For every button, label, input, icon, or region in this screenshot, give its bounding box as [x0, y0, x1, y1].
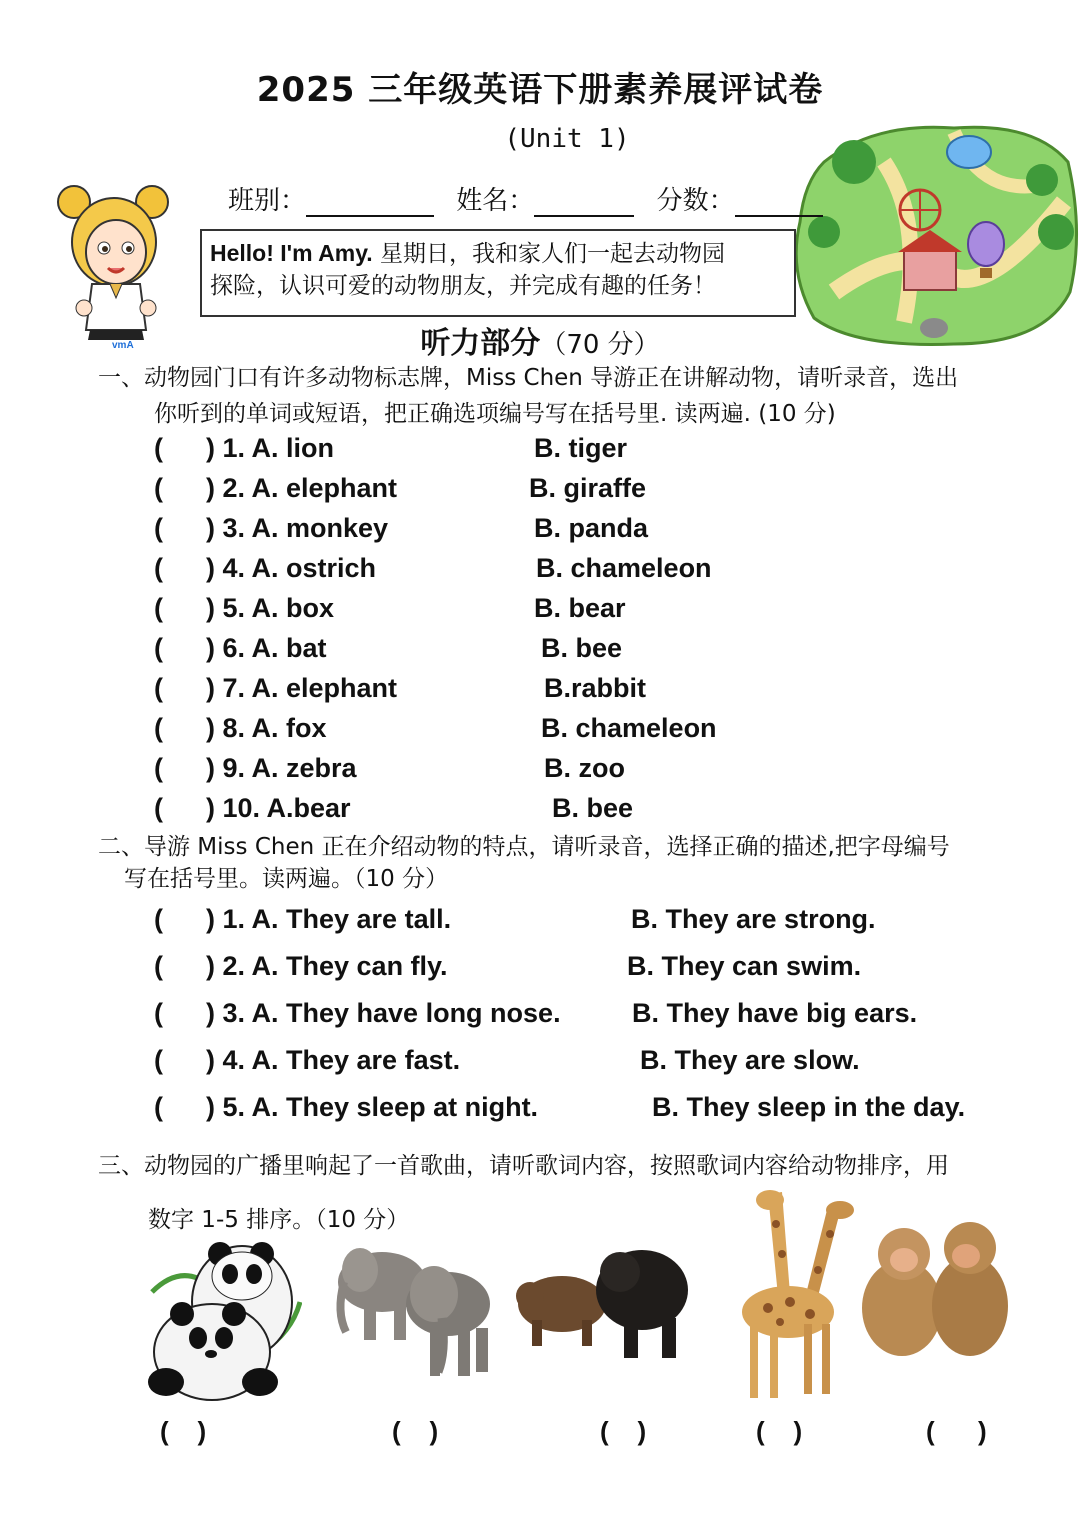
listening-title: 听力部分 — [420, 326, 541, 361]
option-b: B. bee — [552, 793, 634, 823]
intro-hello: Hello! I'm Amy. — [210, 240, 373, 266]
part2-instruction-1: 二、导游 Miss Chen 正在介绍动物的特点，请听录音，选择正确的描述,把字母编号 — [98, 834, 950, 860]
option-a: ) 3. A. They have long nose. — [206, 998, 561, 1028]
option-b: B. They are strong. — [631, 904, 876, 934]
option-a: ) 6. A. bat — [206, 633, 327, 663]
order-answer-bracket[interactable]: ( ) — [600, 1416, 647, 1446]
option-b: B.rabbit — [544, 673, 647, 703]
answer-bracket[interactable]: ( — [154, 633, 163, 663]
answer-bracket[interactable]: ( — [154, 753, 163, 783]
monkey-picture — [858, 1214, 1012, 1362]
part1-question-row — [154, 513, 649, 544]
part1-question-row — [154, 433, 628, 464]
part2-question-row — [154, 998, 918, 1029]
intro-text-2: 探险，认识可爱的动物朋友，并完成有趣的任务！ — [210, 273, 716, 299]
panda-picture — [142, 1232, 302, 1402]
answer-bracket[interactable]: ( — [154, 793, 163, 823]
option-b: B. chameleon — [536, 553, 712, 583]
option-a: ) 9. A. zebra — [206, 753, 357, 783]
listening-points: （70 分） — [540, 330, 660, 360]
elephant-picture — [330, 1232, 496, 1382]
option-a: ) 5. A. box — [206, 593, 335, 623]
answer-bracket[interactable]: ( — [154, 593, 163, 623]
name-blank[interactable] — [534, 189, 634, 217]
answer-bracket[interactable]: ( — [154, 473, 163, 503]
part1-question-row — [154, 553, 712, 584]
order-answer-bracket[interactable]: ( ) — [392, 1416, 439, 1446]
part1-question-row — [154, 793, 634, 824]
class-label: 班别： — [228, 186, 307, 216]
zoo-map-illustration — [794, 122, 1080, 348]
part1-question-row — [154, 753, 625, 784]
student-info-fields — [228, 180, 837, 217]
option-a: ) 1. A. lion — [206, 433, 334, 463]
option-a: ) 4. A. ostrich — [206, 553, 377, 583]
part2-instruction-2: 写在括号里。读两遍。（10 分） — [124, 866, 449, 892]
answer-bracket[interactable]: ( — [154, 1092, 163, 1122]
option-a: ) 10. A.bear — [206, 793, 351, 823]
part3-instruction-1: 三、动物园的广播里响起了一首歌曲，请听歌词内容，按照歌词内容给动物排序，用 — [98, 1153, 949, 1179]
option-a: ) 3. A. monkey — [206, 513, 389, 543]
order-answer-bracket[interactable]: ( ) — [160, 1416, 207, 1446]
part1-question-row — [154, 593, 626, 624]
giraffe-picture — [718, 1184, 862, 1402]
intro-text-1: 星期日，我和家人们一起去动物园 — [372, 241, 725, 267]
option-b: B. zoo — [544, 753, 625, 783]
option-b: B. giraffe — [529, 473, 647, 503]
answer-bracket[interactable]: ( — [154, 513, 163, 543]
part2-question-row — [154, 1045, 860, 1076]
option-a: ) 7. A. elephant — [206, 673, 398, 703]
option-a: ) 5. A. They sleep at night. — [206, 1092, 539, 1122]
class-blank[interactable] — [306, 189, 434, 217]
listening-section-heading — [0, 318, 1080, 362]
option-a: ) 2. A. elephant — [206, 473, 398, 503]
option-a: ) 1. A. They are tall. — [206, 904, 452, 934]
part1-question-row — [154, 473, 647, 504]
answer-bracket[interactable]: ( — [154, 673, 163, 703]
character-tag: vmA — [112, 340, 134, 350]
part2-question-row — [154, 1092, 966, 1123]
score-blank[interactable] — [735, 189, 823, 217]
part1-question-row — [154, 713, 717, 744]
part2-question-row — [154, 904, 876, 935]
bear-picture — [512, 1232, 692, 1364]
option-b: B. panda — [534, 513, 649, 543]
answer-bracket[interactable]: ( — [154, 553, 163, 583]
answer-bracket[interactable]: ( — [154, 904, 163, 934]
option-a: ) 8. A. fox — [206, 713, 327, 743]
part1-instruction-1: 一、动物园门口有许多动物标志牌，Miss Chen 导游正在讲解动物，请听录音，选出 — [98, 365, 959, 391]
option-a: ) 4. A. They are fast. — [206, 1045, 461, 1075]
part1-question-row — [154, 673, 647, 704]
option-b: B. They are slow. — [640, 1045, 860, 1075]
part1-instruction-2: 你听到的单词或短语，把正确选项编号写在括号里. 读两遍. (10 分) — [154, 401, 836, 427]
intro-box — [200, 229, 796, 317]
part3-instruction-2: 数字 1-5 排序。（10 分） — [148, 1207, 410, 1233]
option-a: ) 2. A. They can fly. — [206, 951, 448, 981]
option-b: B. bear — [534, 593, 626, 623]
order-answer-bracket[interactable]: ( ) — [756, 1416, 803, 1446]
answer-bracket[interactable]: ( — [154, 998, 163, 1028]
part1-question-row — [154, 633, 623, 664]
option-b: B. bee — [541, 633, 623, 663]
unit-label: (Unit 1) — [504, 124, 630, 154]
option-b: B. They sleep in the day. — [652, 1092, 966, 1122]
order-answer-bracket[interactable]: ( ) — [926, 1416, 987, 1446]
option-b: B. chameleon — [541, 713, 717, 743]
option-b: B. They have big ears. — [632, 998, 918, 1028]
answer-bracket[interactable]: ( — [154, 713, 163, 743]
part2-question-row — [154, 951, 862, 982]
answer-bracket[interactable]: ( — [154, 1045, 163, 1075]
exam-title: 2025 三年级英语下册素养展评试卷 — [256, 70, 824, 110]
option-b: B. They can swim. — [627, 951, 862, 981]
option-b: B. tiger — [534, 433, 628, 463]
name-label: 姓名： — [456, 186, 535, 216]
answer-bracket[interactable]: ( — [154, 433, 163, 463]
score-label: 分数： — [656, 186, 735, 216]
answer-bracket[interactable]: ( — [154, 951, 163, 981]
